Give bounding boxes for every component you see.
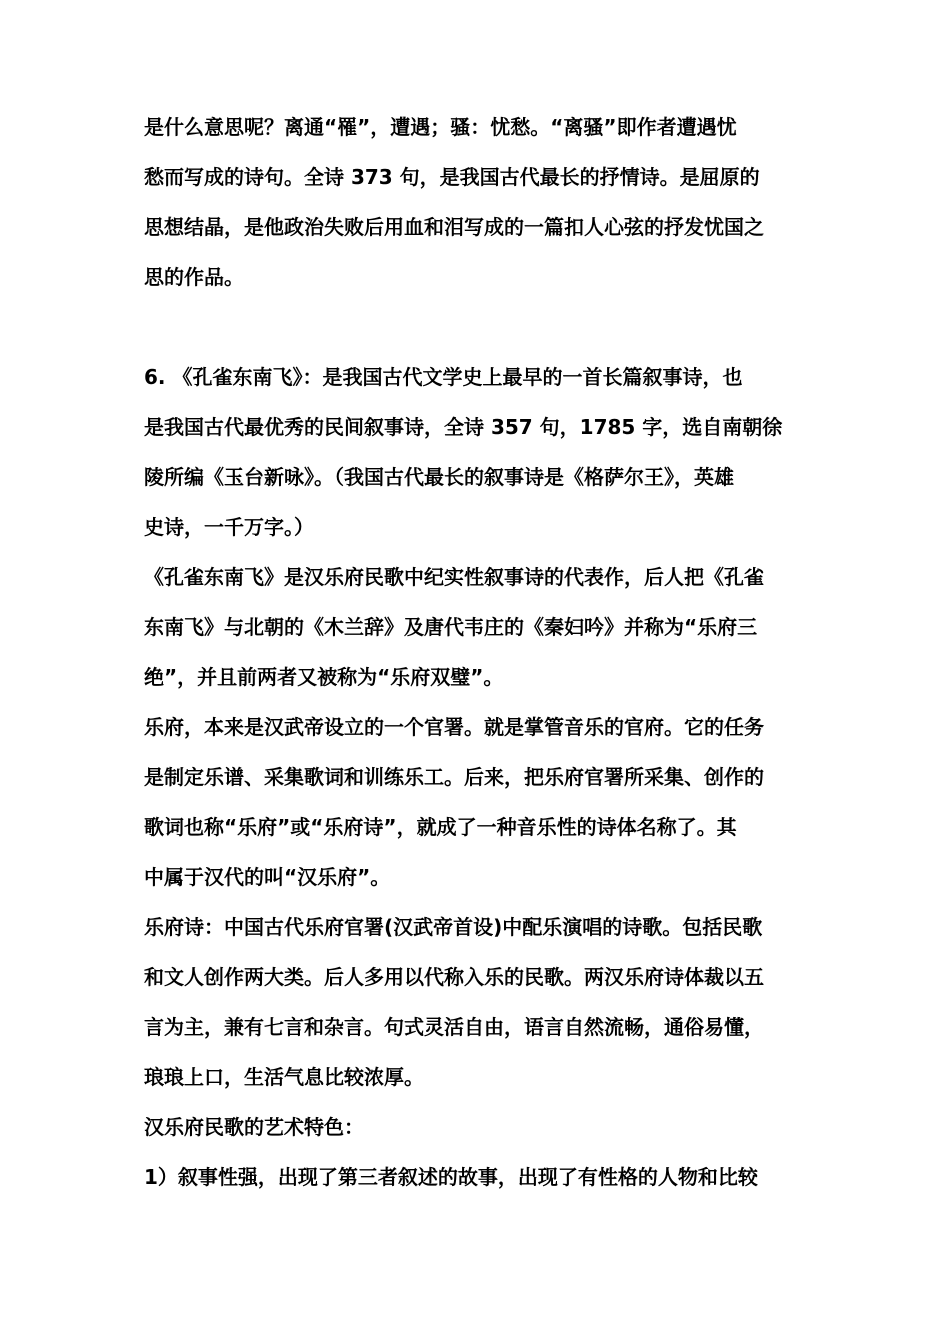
text-line: 琅琅上口，生活气息比较浓厚。 [144, 1065, 424, 1089]
text-line: 史诗，一千万字。） [144, 515, 314, 539]
text-line: 汉乐府民歌的艺术特色： [144, 1115, 364, 1139]
text-line: 东南飞》与北朝的《木兰辞》及唐代韦庄的《秦妇吟》并称为“乐府三 [144, 615, 758, 639]
text-line: 6. 《孔雀东南飞》：是我国古代文学史上最早的一首长篇叙事诗，也 [144, 365, 743, 389]
text-line: 中属于汉代的叫“汉乐府”。 [144, 865, 391, 889]
text-line: 愁而写成的诗句。全诗 373 句，是我国古代最长的抒情诗。是屈原的 [144, 165, 760, 189]
text-line: 1）叙事性强，出现了第三者叙述的故事，出现了有性格的人物和比较 [144, 1165, 758, 1189]
text-line: 思的作品。 [144, 265, 244, 289]
text-line: 思想结晶，是他政治失败后用血和泪写成的一篇扣人心弦的抒发忧国之 [144, 215, 764, 239]
text-line: 是什么意思呢？离通“罹”，遭遇；骚：忧愁。“离骚”即作者遭遇忧 [144, 115, 737, 139]
text-line: 陵所编《玉台新咏》。（我国古代最长的叙事诗是《格萨尔王》，英雄 [144, 465, 734, 489]
text-line: 《孔雀东南飞》是汉乐府民歌中纪实性叙事诗的代表作，后人把《孔雀 [144, 565, 764, 589]
text-line: 乐府诗：中国古代乐府官署(汉武帝首设)中配乐演唱的诗歌。包括民歌 [144, 915, 763, 939]
text-line: 言为主，兼有七言和杂言。句式灵活自由，语言自然流畅，通俗易懂， [144, 1015, 764, 1039]
text-line: 歌词也称“乐府”或“乐府诗”，就成了一种音乐性的诗体名称了。其 [144, 815, 737, 839]
text-line: 是制定乐谱、采集歌词和训练乐工。后来，把乐府官署所采集、创作的 [144, 765, 764, 789]
text-line: 乐府，本来是汉武帝设立的一个官署。就是掌管音乐的官府。它的任务 [144, 715, 764, 739]
text-line: 是我国古代最优秀的民间叙事诗，全诗 357 句，1785 字，选自南朝徐 [144, 415, 783, 439]
text-line: 和文人创作两大类。后人多用以代称入乐的民歌。两汉乐府诗体裁以五 [144, 965, 764, 989]
text-line: 绝”，并且前两者又被称为“乐府双璧”。 [144, 665, 504, 689]
